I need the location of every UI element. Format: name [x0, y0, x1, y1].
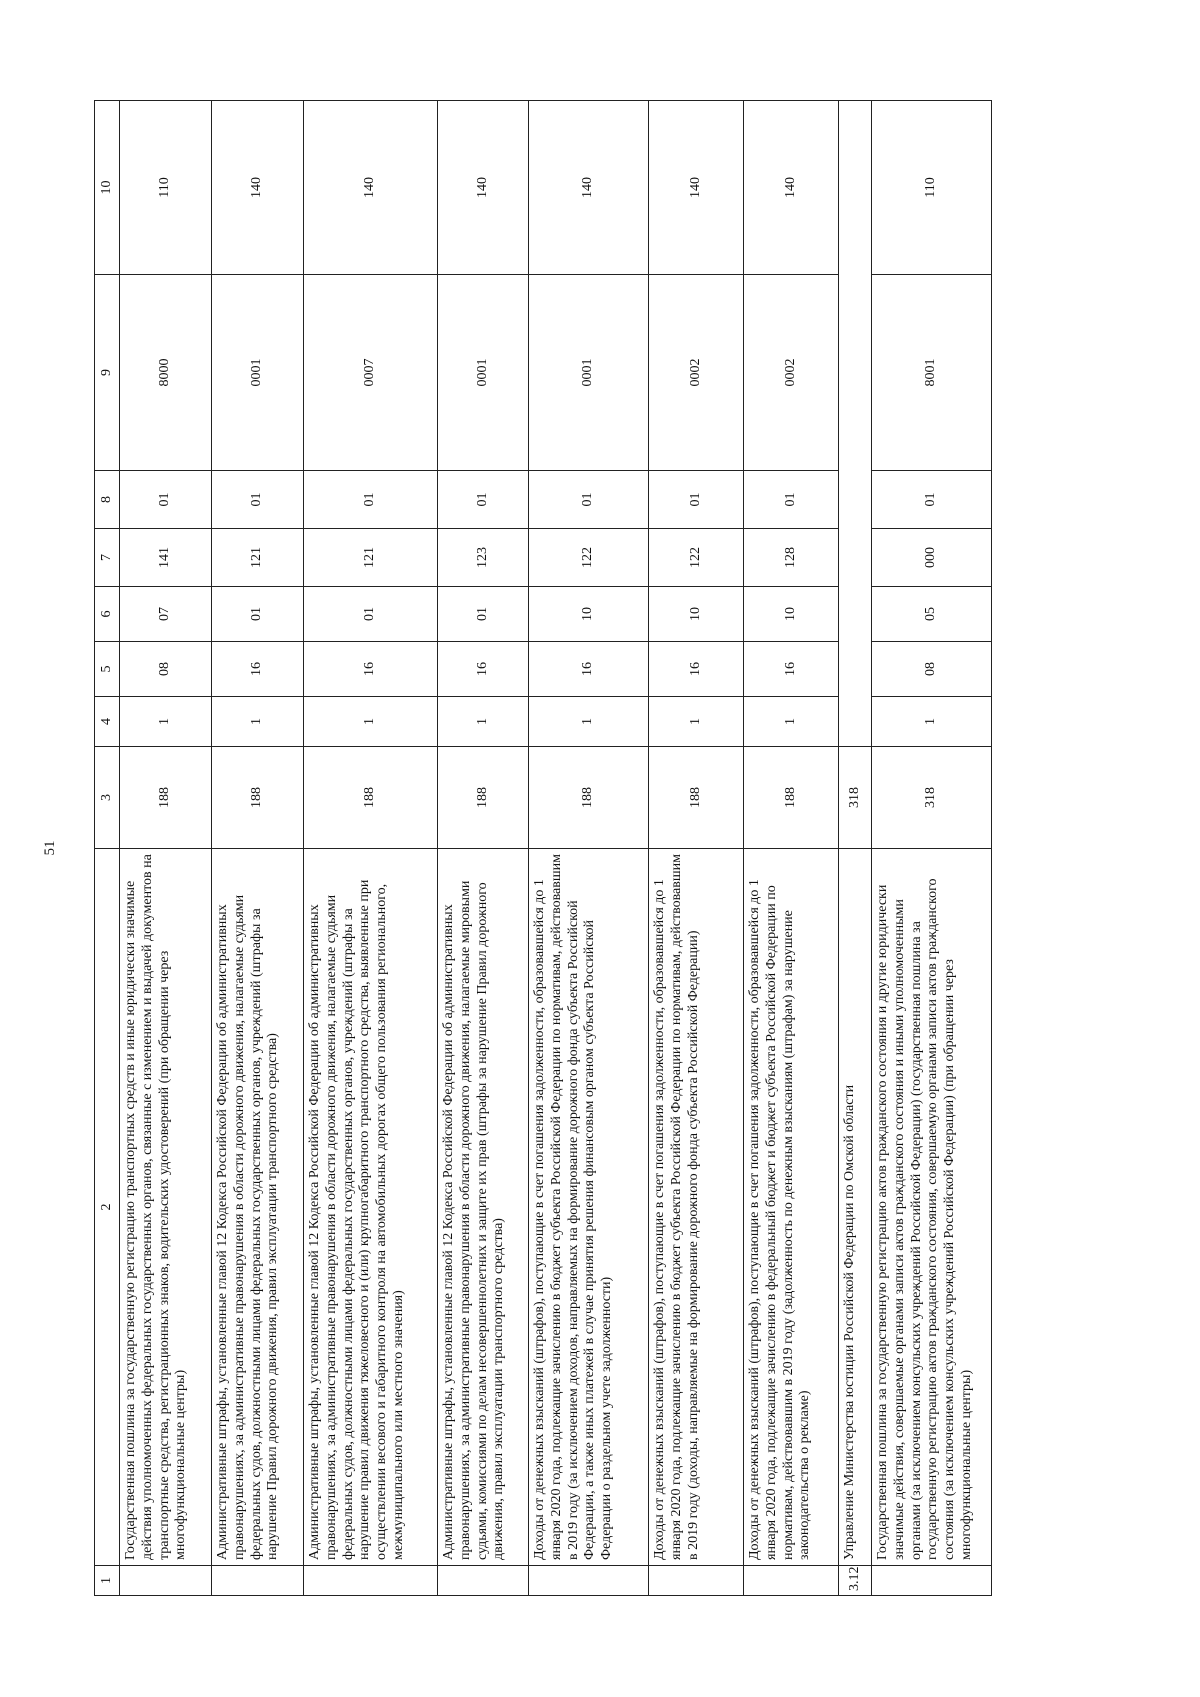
section-empty-cell	[839, 101, 872, 747]
code-cell: 122	[529, 529, 649, 587]
column-header: 8	[95, 471, 120, 529]
code-cell: 121	[304, 529, 438, 587]
code-cell: 122	[649, 529, 744, 587]
description-cell: Административные штрафы, установленные главой 12 Кодекса Российской Федерации об административных правонарушениях, за административные правонарушения в области дорожного движения, налагаемые судьями федеральных судов, должностными лицами федеральных государственных органов, учреждений (штрафы за нарушение Правил дорожного движения, правил эксплуатации транспортного средства)	[212, 849, 304, 1566]
code-cell: 110	[120, 101, 212, 275]
column-header: 4	[95, 697, 120, 747]
row-number-cell	[438, 1566, 529, 1596]
code-cell: 16	[438, 642, 529, 697]
page-number: 51	[42, 840, 58, 856]
column-header: 9	[95, 275, 120, 471]
code-cell: 01	[744, 471, 839, 529]
admin-code-cell: 188	[212, 747, 304, 849]
code-cell: 140	[304, 101, 438, 275]
code-cell: 01	[212, 587, 304, 642]
code-cell: 01	[304, 471, 438, 529]
row-number-cell	[744, 1566, 839, 1596]
column-header: 10	[95, 101, 120, 275]
code-cell: 01	[438, 471, 529, 529]
admin-code-cell: 188	[304, 747, 438, 849]
admin-code-cell: 188	[120, 747, 212, 849]
code-cell: 000	[872, 529, 992, 587]
code-cell: 1	[872, 697, 992, 747]
code-cell: 123	[438, 529, 529, 587]
row-number-cell	[872, 1566, 992, 1596]
code-cell: 1	[649, 697, 744, 747]
table-row	[438, 101, 529, 1596]
code-cell: 128	[744, 529, 839, 587]
code-cell: 01	[529, 471, 649, 529]
code-cell: 140	[438, 101, 529, 275]
code-cell: 1	[120, 697, 212, 747]
code-cell: 0001	[212, 275, 304, 471]
code-cell: 16	[744, 642, 839, 697]
code-cell: 0002	[744, 275, 839, 471]
code-cell: 1	[304, 697, 438, 747]
code-cell: 16	[529, 642, 649, 697]
row-number-cell	[304, 1566, 438, 1596]
admin-code-cell: 318	[872, 747, 992, 849]
description-cell: Доходы от денежных взысканий (штрафов), поступающие в счет погашения задолженности, образовавшейся до 1 января 2020 года, подлежащие зачислению в бюджет субъекта Российской Федерации по нормативам, действовавшим в 2019 году (за исключением доходов, направляемых на формирование дорожного фонда субъекта Российской Федерации, а также иных платежей в случае принятия решения финансовым органом субъекта Российской Федерации о раздельном учете задолженности)	[529, 849, 649, 1566]
code-cell: 01	[212, 471, 304, 529]
code-cell: 01	[649, 471, 744, 529]
column-header: 6	[95, 587, 120, 642]
column-header: 5	[95, 642, 120, 697]
admin-code-cell: 188	[529, 747, 649, 849]
code-cell: 1	[529, 697, 649, 747]
code-cell: 1	[212, 697, 304, 747]
admin-code-cell: 188	[744, 747, 839, 849]
column-header: 3	[95, 747, 120, 849]
row-number-cell	[120, 1566, 212, 1596]
table-row	[649, 101, 744, 1596]
code-cell: 140	[649, 101, 744, 275]
description-cell: Доходы от денежных взысканий (штрафов), поступающие в счет погашения задолженности, образовавшейся до 1 января 2020 года, подлежащие зачислению в федеральный бюджет и бюджет субъекта Российской Федерации по нормативам, действовавшим в 2019 году (задолженность по денежным взысканиям (штрафам) за нарушение законодательства о рекламе)	[744, 849, 839, 1566]
code-cell: 8000	[120, 275, 212, 471]
code-cell: 16	[212, 642, 304, 697]
column-header: 2	[95, 849, 120, 1566]
code-cell: 16	[649, 642, 744, 697]
column-header: 1	[95, 1566, 120, 1596]
row-number-cell	[649, 1566, 744, 1596]
code-cell: 01	[120, 471, 212, 529]
column-header: 7	[95, 529, 120, 587]
section-number: 3.12	[839, 1566, 872, 1596]
code-cell: 140	[212, 101, 304, 275]
section-admin-code: 318	[839, 747, 872, 849]
code-cell: 141	[120, 529, 212, 587]
admin-code-cell: 188	[438, 747, 529, 849]
code-cell: 1	[438, 697, 529, 747]
description-cell: Доходы от денежных взысканий (штрафов), поступающие в счет погашения задолженности, образовавшейся до 1 января 2020 года, подлежащие зачислению в бюджет субъекта Российской Федерации по нормативам, действовавшим в 2019 году (доходы, направляемые на формирование дорожного фонда субъекта Российской Федерации)	[649, 849, 744, 1566]
code-cell: 8001	[872, 275, 992, 471]
code-cell: 10	[649, 587, 744, 642]
code-cell: 10	[529, 587, 649, 642]
section-row	[839, 101, 872, 1596]
budget-revenue-table	[94, 100, 992, 1596]
code-cell: 07	[120, 587, 212, 642]
code-cell: 16	[304, 642, 438, 697]
table-row	[872, 101, 992, 1596]
code-cell: 01	[872, 471, 992, 529]
code-cell: 08	[120, 642, 212, 697]
code-cell: 110	[872, 101, 992, 275]
row-number-cell	[212, 1566, 304, 1596]
section-title: Управление Министерства юстиции Российской Федерации по Омской области	[839, 849, 872, 1566]
code-cell: 0001	[529, 275, 649, 471]
table-row	[529, 101, 649, 1596]
header-row	[95, 101, 120, 1596]
code-cell: 0001	[438, 275, 529, 471]
code-cell: 0002	[649, 275, 744, 471]
row-number-cell	[529, 1566, 649, 1596]
code-cell: 05	[872, 587, 992, 642]
description-cell: Государственная пошлина за государственную регистрацию транспортных средств и иные юридически значимые действия уполномоченных федеральных государственных органов, связанные с изменением и выдачей документов на транспортные средства, регистрационных знаков, водительских удостоверений (при обращении через многофункциональные центры)	[120, 849, 212, 1566]
code-cell: 01	[438, 587, 529, 642]
code-cell: 0007	[304, 275, 438, 471]
code-cell: 140	[529, 101, 649, 275]
code-cell: 121	[212, 529, 304, 587]
admin-code-cell: 188	[649, 747, 744, 849]
description-cell: Государственная пошлина за государственную регистрацию актов гражданского состояния и другие юридически значимые действия, совершаемые органами записи актов гражданского состояния и иными уполномоченными органами (за исключением консульских учреждений Российской Федерации) (государственная пошлина за государственную регистрацию актов гражданского состояния, совершаемую органами записи актов гражданского состояния (за исключением консульских учреждений Российской Федерации) (при обращении через многофункциональные центры)	[872, 849, 992, 1566]
code-cell: 140	[744, 101, 839, 275]
code-cell: 01	[304, 587, 438, 642]
table-row	[120, 101, 212, 1596]
table-row	[744, 101, 839, 1596]
code-cell: 1	[744, 697, 839, 747]
table-row	[212, 101, 304, 1596]
description-cell: Административные штрафы, установленные главой 12 Кодекса Российской Федерации об административных правонарушениях, за административные правонарушения в области дорожного движения, налагаемые мировыми судьями, комиссиями по делам несовершеннолетних и защите их прав (штрафы за нарушение Правил дорожного движения, правил эксплуатации транспортного средства)	[438, 849, 529, 1566]
description-cell: Административные штрафы, установленные главой 12 Кодекса Российской Федерации об административных правонарушениях, за административные правонарушения в области дорожного движения, налагаемые судьями федеральных судов, должностными лицами федеральных государственных органов, учреждений (штрафы за нарушение правил движения тяжеловесного и (или) крупногабаритного транспортного средства, выявленные при осуществлении весового и габаритного контроля на автомобильных дорогах общего пользования регионального, межмуниципального или местного значения)	[304, 849, 438, 1566]
code-cell: 10	[744, 587, 839, 642]
table-row	[304, 101, 438, 1596]
code-cell: 08	[872, 642, 992, 697]
rotated-table-container	[94, 101, 1054, 1596]
